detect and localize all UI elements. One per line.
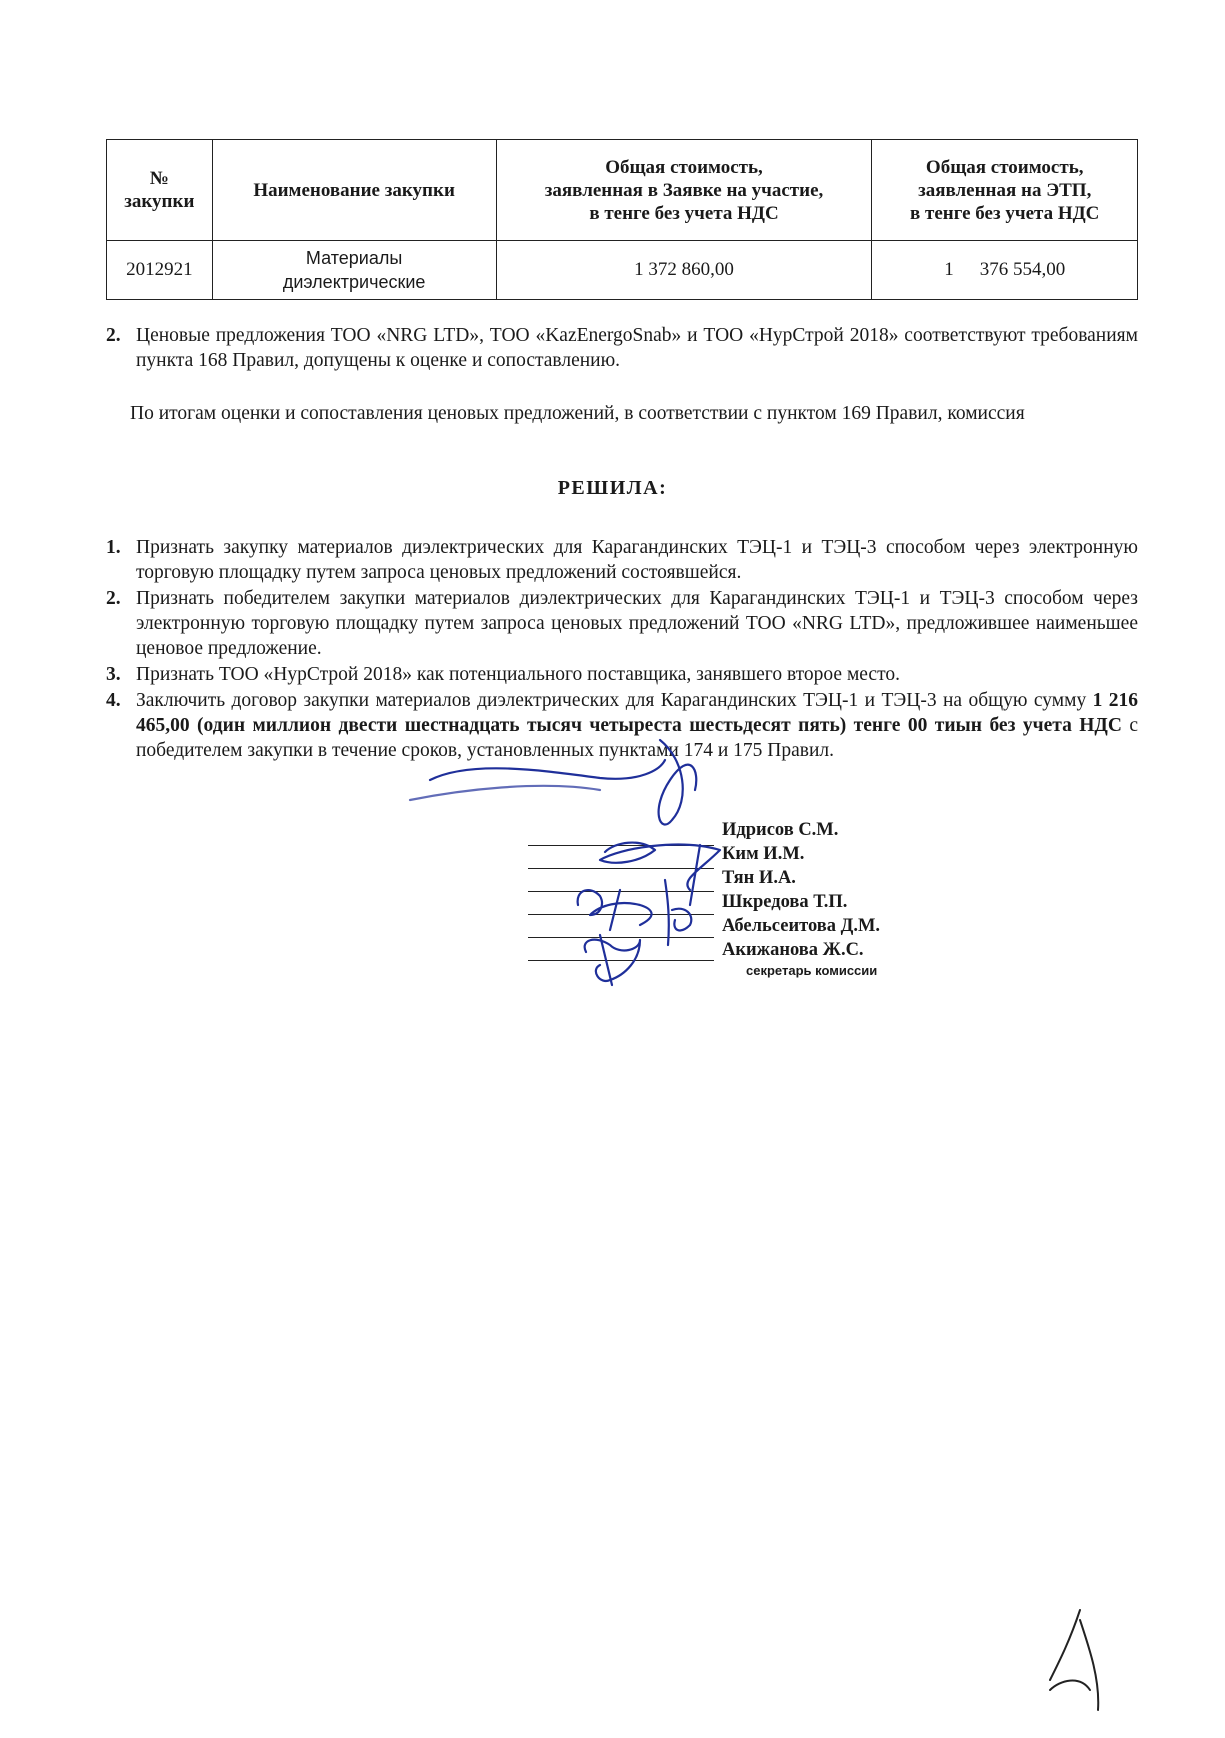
margin-initial-stroke	[1080, 1620, 1098, 1710]
decision-item-1	[106, 535, 1138, 585]
signature-stroke	[430, 760, 665, 780]
header-amount-application-line2: заявленная в Заявке на участие,	[544, 179, 824, 201]
list-item-text: Ценовые предложения ТОО «NRG LTD», ТОО «KazEnergoSnab» и ТОО «НурСтрой 2018» соответствуют требованиям пункта 168 Правил, допущены к оценке и сопоставлению.	[136, 325, 1138, 371]
decision-text-part: Заключить договор закупки материалов диэлектрических для Карагандинских ТЭЦ-1 и ТЭЦ-3 на общую сумму	[136, 690, 1093, 711]
signature-line	[528, 914, 714, 915]
intro-paragraph: По итогам оценки и сопоставления ценовых предложений, в соответствии с пунктом 169 Правил, комиссия	[130, 403, 1025, 424]
cell-amount-application: 1 372 860,00	[496, 241, 872, 300]
margin-initial-stroke	[1050, 1681, 1090, 1690]
table-header-row	[107, 140, 1138, 241]
signature-line	[528, 891, 714, 892]
signatory-name: Абельсеитова Д.М.	[722, 916, 881, 936]
decision-number: 4.	[106, 690, 121, 711]
cell-number: 2012921	[107, 241, 213, 300]
cell-amount-etp-prefix: 1	[944, 259, 954, 280]
list-item-2	[106, 323, 1138, 373]
header-amount-application-line1: Общая стоимость,	[605, 156, 763, 178]
signatory-name: Тян И.А.	[722, 868, 796, 888]
secretary-caption: секретарь комиссии	[746, 963, 878, 978]
decision-number: 3.	[106, 664, 121, 685]
signatory-name: Ким И.М.	[722, 844, 805, 864]
contract-amount: 1 216 465,00 (один миллион двести шестнадцать тысяч четыреста шестьдесят пять) тенге 00 тиын без учета НДС	[136, 690, 1139, 736]
signatory-name: Шкредова Т.П.	[722, 892, 848, 912]
header-amount-etp-line2: заявленная на ЭТП,	[918, 179, 1092, 201]
procurement-table	[106, 139, 1138, 300]
decision-text-part: с победителем закупки в течение сроков, установленных пунктами 174 и 175 Правил.	[136, 715, 1139, 761]
signature-stroke	[672, 909, 691, 931]
list-item-number: 2.	[106, 325, 121, 346]
signature-line	[528, 960, 714, 961]
header-amount-etp-line3: в тенге без учета НДС	[910, 202, 1100, 224]
decision-number: 1.	[106, 537, 121, 558]
decision-item-3	[106, 662, 1138, 687]
signatory-name: Идрисов С.М.	[722, 820, 839, 840]
header-number-line1: №	[149, 168, 169, 189]
header-amount-etp	[872, 140, 1138, 241]
signature-stroke	[578, 890, 652, 925]
decision-text: Признать закупку материалов диэлектрических для Карагандинских ТЭЦ-1 и ТЭЦ-3 способом через электронную торговую площадку путем запроса ценовых предложений состоявшейся.	[136, 537, 1138, 583]
decision-text: Признать победителем закупки материалов диэлектрических для Карагандинских ТЭЦ-1 и ТЭЦ-3 способом через электронную торговую площадку путем запроса ценовых предложений ТОО «NRG LTD», предложившее наименьшее ценовое предложение.	[136, 588, 1138, 659]
header-number	[107, 140, 213, 241]
header-number-line2: закупки	[124, 191, 195, 212]
cell-amount-etp-value: 376 554,00	[979, 259, 1066, 280]
cell-name	[212, 241, 496, 300]
decision-text	[136, 688, 1138, 763]
signature-line	[528, 868, 714, 869]
signature-stroke	[410, 786, 600, 800]
decision-item-2	[106, 586, 1138, 661]
signature-stroke	[600, 843, 720, 890]
decision-text: Признать ТОО «НурСтрой 2018» как потенциального поставщика, занявшего второе место.	[136, 664, 900, 685]
header-amount-application-line3: в тенге без учета НДС	[589, 202, 779, 224]
signature-line	[528, 937, 714, 938]
header-amount-etp-line1: Общая стоимость,	[925, 156, 1084, 178]
signature-line	[528, 845, 714, 846]
cell-amount-etp	[872, 241, 1138, 300]
decision-number: 2.	[106, 588, 121, 609]
cell-name-line2: диэлектрические	[282, 272, 426, 292]
decision-item-4	[106, 688, 1138, 763]
signature-stroke	[610, 890, 620, 930]
header-amount-application	[496, 140, 872, 241]
header-name: Наименование закупки	[212, 140, 496, 241]
margin-initial-stroke	[1050, 1610, 1080, 1680]
signature-stroke	[665, 880, 669, 945]
signatory-name: Акижанова Ж.С.	[722, 940, 864, 960]
signature-stroke	[690, 845, 700, 905]
table-row	[107, 241, 1138, 300]
cell-name-line1: Материалы	[305, 248, 403, 268]
decision-heading: РЕШИЛА:	[557, 477, 668, 499]
